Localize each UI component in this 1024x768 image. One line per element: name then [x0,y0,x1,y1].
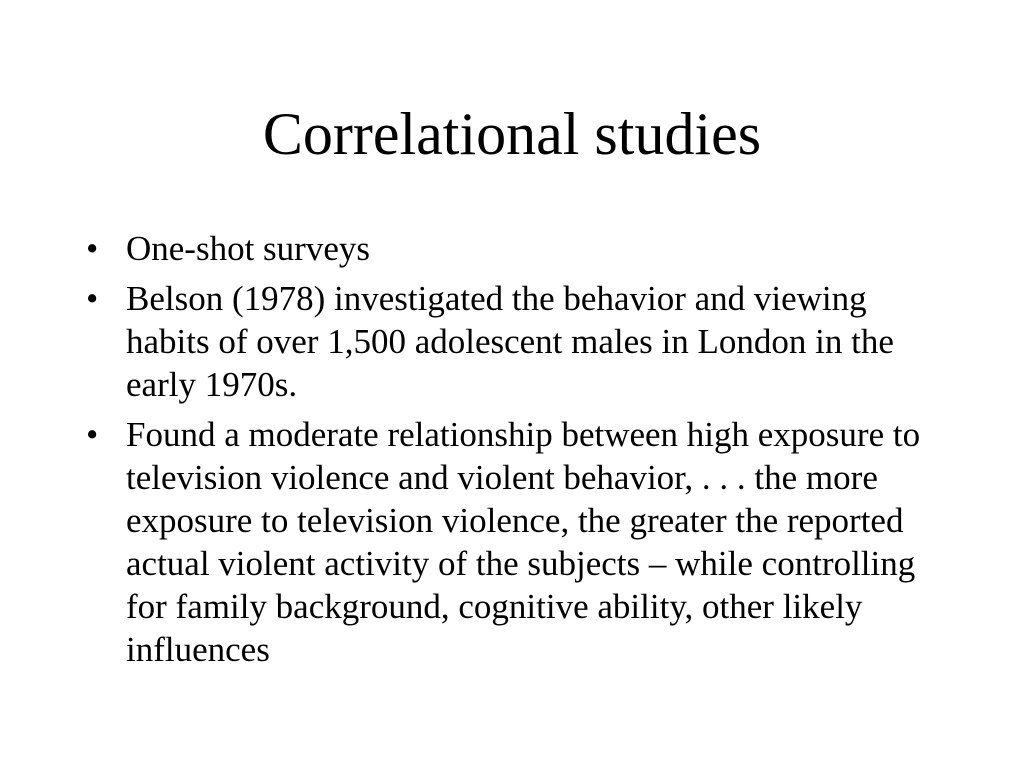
bullet-text: One-shot surveys [126,229,370,268]
bullet-text: Found a moderate relationship between high exposure to television violence and violent behavior, . . . the more exposure to television violence, the greater the reported actual violent activity of the subjects – while controlling for family background, cognitive ability, other likely influences [126,415,921,669]
bullet-list [86,227,936,678]
bullet-item [86,277,936,406]
bullet-icon: • [86,279,99,318]
bullet-item [86,227,936,270]
slide-title: Correlational studies [262,101,762,167]
bullet-text: Belson (1978) investigated the behavior and viewing habits of over 1,500 adolescent males in London in the early 1970s. [126,279,894,404]
bullet-icon: • [86,415,99,454]
bullet-item [86,413,936,671]
bullet-icon: • [86,229,99,268]
